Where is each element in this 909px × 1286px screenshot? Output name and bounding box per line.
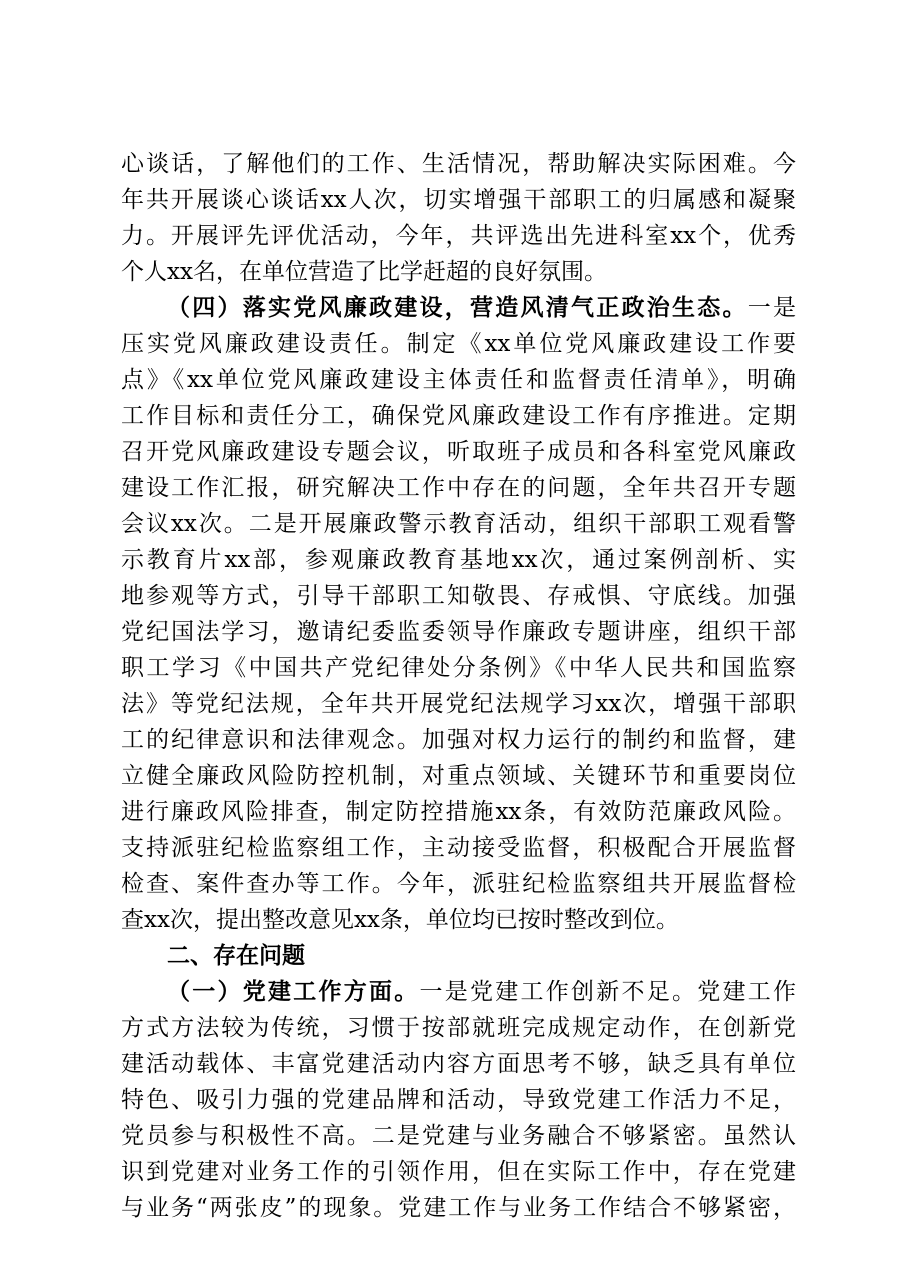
text-line: 会议xx次。二是开展廉政警示教育活动，组织干部职工观看警 [121,511,796,537]
text-line: 识到党建对业务工作的引领作用，但在实际工作中，存在党建 [121,1159,796,1185]
text-line [121,974,796,1010]
document-body [121,146,796,1226]
text-line: 工的纪律意识和法律观念。加强对权力运行的制约和监督，建 [121,727,796,753]
subsection-heading: （一）党建工作方面。 [167,978,420,1005]
section-heading: 二、存在问题 [167,942,305,969]
text-line: 立健全廉政风险防控机制，对重点领域、关键环节和重要岗位 [121,763,796,789]
text-line: 检查、案件查办等工作。今年，派驻纪检监察组共开展监督检 [121,871,796,897]
text-line: 职工学习《中国共产党纪律处分条例》《中华人民共和国监察 [121,655,796,681]
text-line: 支持派驻纪检监察组工作，主动接受监督，积极配合开展监督 [121,835,796,861]
text-line: 工作目标和责任分工，确保党风廉政建设工作有序推进。定期 [121,403,796,429]
text-line: 建设工作汇报，研究解决工作中存在的问题，全年共召开专题 [121,475,796,501]
subsection-heading: （四）落实党风廉政建设，营造风清气正政治生态。 [167,294,748,321]
text-line: 点》《xx单位党风廉政建设主体责任和监督责任清单》，明确 [121,367,796,393]
text-line: 查xx次，提出整改意见xx条，单位均已按时整改到位。 [121,907,679,933]
text-line: 进行廉政风险排查，制定防控措施xx条，有效防范廉政风险。 [121,799,796,825]
text-line: 方式方法较为传统，习惯于按部就班完成规定动作，在创新党 [121,1015,796,1041]
text-line [121,938,796,974]
text-line: 年共开展谈心谈话xx人次，切实增强干部职工的归属感和凝聚 [121,187,796,213]
text-line: 心谈话，了解他们的工作、生活情况，帮助解决实际困难。今 [121,151,796,177]
text-line: 示教育片xx部，参观廉政教育基地xx次，通过案例剖析、实 [121,547,796,573]
text-line: 建活动载体、丰富党建活动内容方面思考不够，缺乏具有单位 [121,1051,796,1077]
text-line: 党员参与积极性不高。二是党建与业务融合不够紧密。虽然认 [121,1123,796,1149]
text-line [121,290,796,326]
text-line: 力。开展评先评优活动，今年，共评选出先进科室xx个，优秀 [121,223,796,249]
text-line: 地参观等方式，引导干部职工知敬畏、存戒惧、守底线。加强 [121,583,796,609]
paragraph-text: 一是党建工作创新不足。党建工作 [419,979,796,1005]
text-line: 压实党风廉政建设责任。制定《xx单位党风廉政建设工作要 [121,331,796,357]
text-line: 特色、吸引力强的党建品牌和活动，导致党建工作活力不足， [121,1087,796,1113]
text-line: 法》等党纪法规，全年共开展党纪法规学习xx次，增强干部职 [121,691,796,717]
text-line: 党纪国法学习，邀请纪委监委领导作廉政专题讲座，组织干部 [121,619,796,645]
text-line: 召开党风廉政建设专题会议，听取班子成员和各科室党风廉政 [121,439,796,465]
paragraph-text: 一是 [747,295,796,321]
text-line: 与业务“两张皮”的现象。党建工作与业务工作结合不够紧密， [121,1195,796,1221]
text-line: 个人xx名，在单位营造了比学赶超的良好氛围。 [121,259,607,285]
